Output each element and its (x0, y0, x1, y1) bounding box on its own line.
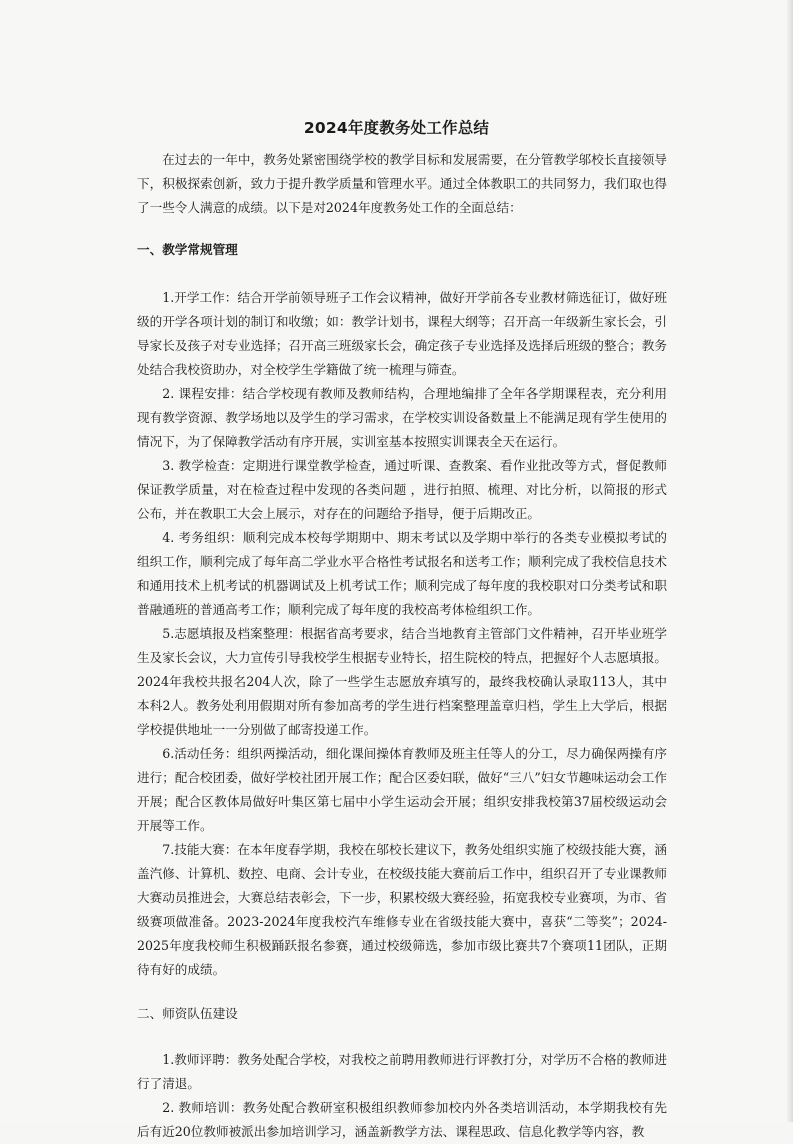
intro-paragraph: 在过去的一年中，教务处紧密围绕学校的教学目标和发展需要，在分管教学邬校长直接领导下，积极探索创新，致力于提升教学质量和管理水平。通过全体教职工的共同努力，我们取也得了一些令人满意的成绩。以下是对2024年度教务处工作的全面总结： (137, 152, 667, 215)
item-activities: 6.活动任务：组织两操活动，细化课间操体育教师及班主任等人的分工，尽力确保两操有序进行；配合校团委，做好学校社团开展工作；配合区委妇联，做好“三八”妇女节趣味运动会工作开展；配合区教体局做好叶集区第七届中小学生运动会开展；组织安排我校第37届校级运动会开展等工作。 (137, 746, 667, 833)
scan-edge-shadow (787, 0, 793, 1122)
section-heading-teaching-staff: 二、师资队伍建设 (137, 1006, 238, 1021)
item-exam-organization: 4. 考务组织：顺利完成本校每学期期中、期末考试以及学期中举行的各类专业模拟考试的组织工作，顺利完成了每年高二学业水平合格性考试报名和送考工作；顺利完成了我校信息技术和通用技术上机考试的机器调试及上机考试工作；顺利完成了每年度的我校职对口分类考试和职普融通班的普通高考工作；顺利完成了每年度的我校高考体检组织工作。 (137, 530, 667, 617)
document-title: 2024年度教务处工作总结 (303, 119, 490, 137)
item-opening-work: 1.开学工作：结合开学前领导班子工作会议精神，做好开学前各专业教材筛选征订，做好班级的开学各项计划的制订和收缴；如：教学计划书，课程大纲等；召开高一年级新生家长会，引导家长及孩子对专业选择；召开高三班级家长会，确定孩子专业选择及选择后班级的整合；教务处结合我校资助办，对全校学生学籍做了统一梳理与筛查。 (137, 290, 667, 377)
item-skills-competition: 7.技能大赛：在本年度春学期，我校在邬校长建议下，教务处组织实施了校级技能大赛，涵盖汽修、计算机、数控、电商、会计专业，在校级技能大赛前后工作中，组织召开了专业课教师大赛动员推进会，大赛总结表彰会，下一步，积累校级大赛经验，拓宽我校专业赛项，为市、省级赛项做准备。2023-2024年度我校汽车维修专业在省级技能大赛中，喜获“二等奖”；2024-2025年度我校师生积极踊跃报名参赛，通过校级筛选，参加市级比赛共7个赛项11团队，正期待有好的成绩。 (137, 842, 667, 977)
item-teaching-inspection: 3. 教学检查：定期进行课堂教学检查，通过听课、查教案、看作业批改等方式，督促教师保证教学质量，对在检查过程中发现的各类问题 ，进行拍照、梳理、对比分析，以简报的形式公布，并在教职工大会上展示，对存在的问题给予指导，便于后期改正。 (137, 458, 667, 521)
item-teacher-evaluation: 1.教师评聘：教务处配合学校，对我校之前聘用教师进行评教打分，对学历不合格的教师进行了清退。 (137, 1052, 667, 1091)
item-application-archives: 5.志愿填报及档案整理：根据省高考要求，结合当地教育主管部门文件精神，召开毕业班学生及家长会议，大力宣传引导我校学生根据专业特长，招生院校的特点，把握好个人志愿填报。2024年我校共报名204人次，除了一些学生志愿放弃填写的，最终我校确认录取113人，其中本科2人。教务处利用假期对所有参加高考的学生进行档案整理盖章归档，学生上大学后，根据学校提供地址一一分别做了邮寄投递工作。 (137, 626, 667, 737)
section-heading-teaching-management: 一、教学常规管理 (137, 242, 238, 257)
item-course-scheduling: 2. 课程安排：结合学校现有教师及教师结构，合理地编排了全年各学期课程表，充分利用现有教学资源、教学场地以及学生的学习需求，在学校实训设备数量上不能满足现有学生使用的情况下，为了保障教学活动有序开展，实训室基本按照实训课表全天在运行。 (137, 386, 667, 449)
document-body (137, 148, 667, 1144)
item-teacher-training: 2. 教师培训：教务处配合教研室积极组织教师参加校内外各类培训活动，本学期我校有先后有近20位教师被派出参加培训学习，涵盖新教学方法、课程思政、信息化教学等内容，教 (137, 1100, 667, 1139)
